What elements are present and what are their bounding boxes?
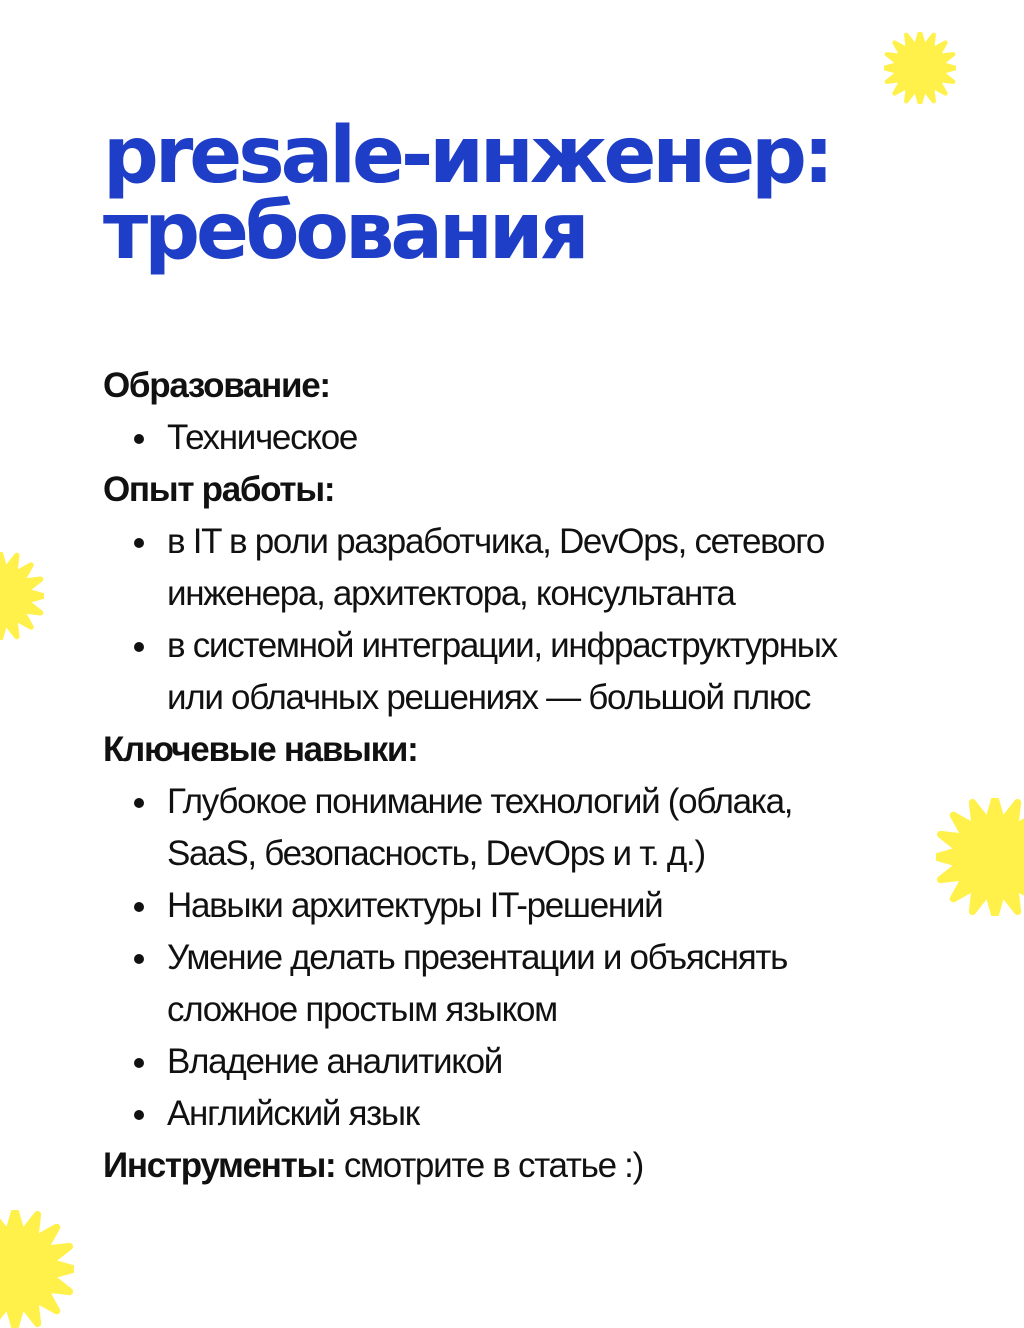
flower-shape bbox=[884, 32, 956, 104]
experience-list bbox=[103, 516, 983, 724]
list-item-line: Английский язык bbox=[167, 1094, 419, 1133]
list-item bbox=[167, 1036, 983, 1088]
list-item-line: инженера, архитектора, консультанта bbox=[167, 574, 735, 613]
experience-heading: Опыт работы: bbox=[103, 470, 335, 509]
list-item bbox=[167, 776, 983, 880]
skills-list bbox=[103, 776, 983, 1140]
list-item bbox=[167, 1088, 983, 1140]
tools-line bbox=[103, 1140, 983, 1192]
list-item-line: Глубокое понимание технологий (облака, bbox=[167, 782, 793, 821]
list-item bbox=[167, 880, 983, 932]
flower-shape bbox=[936, 798, 1024, 916]
flower-shape bbox=[0, 1210, 74, 1328]
list-item-line: SaaS, безопасность, DevOps и т. д.) bbox=[167, 834, 705, 873]
title-line-1: presale-инженер: bbox=[103, 111, 831, 201]
list-item: Техническое bbox=[167, 412, 983, 464]
list-item bbox=[167, 932, 983, 1036]
requirements-list bbox=[103, 360, 983, 1192]
list-item-line: Умение делать презентации и объяснять bbox=[167, 938, 788, 977]
list-item-line: сложное простым языком bbox=[167, 990, 557, 1029]
list-item bbox=[167, 516, 983, 620]
list-item-line: в системной интеграции, инфраструктурных bbox=[167, 626, 837, 665]
list-item-line: Навыки архитектуры IT-решений bbox=[167, 886, 663, 925]
education-heading: Образование: bbox=[103, 366, 330, 405]
yellow-flower-icon bbox=[0, 552, 44, 640]
education-list bbox=[103, 412, 983, 464]
yellow-flower-icon bbox=[884, 32, 956, 104]
list-item-line: Владение аналитикой bbox=[167, 1042, 503, 1081]
title-line-2: требования bbox=[103, 187, 586, 277]
tools-heading: Инструменты: bbox=[103, 1146, 336, 1185]
skills-heading: Ключевые навыки: bbox=[103, 730, 418, 769]
list-item-line: в IT в роли разработчика, DevOps, сетевого bbox=[167, 522, 825, 561]
yellow-flower-icon bbox=[0, 1210, 74, 1328]
list-item bbox=[167, 620, 983, 724]
tools-text: смотрите в статье :) bbox=[335, 1146, 643, 1185]
flower-shape bbox=[0, 552, 44, 640]
yellow-flower-icon bbox=[936, 798, 1024, 916]
list-item-line: или облачных решениях — большой плюс bbox=[167, 678, 811, 717]
page-title bbox=[103, 111, 831, 277]
